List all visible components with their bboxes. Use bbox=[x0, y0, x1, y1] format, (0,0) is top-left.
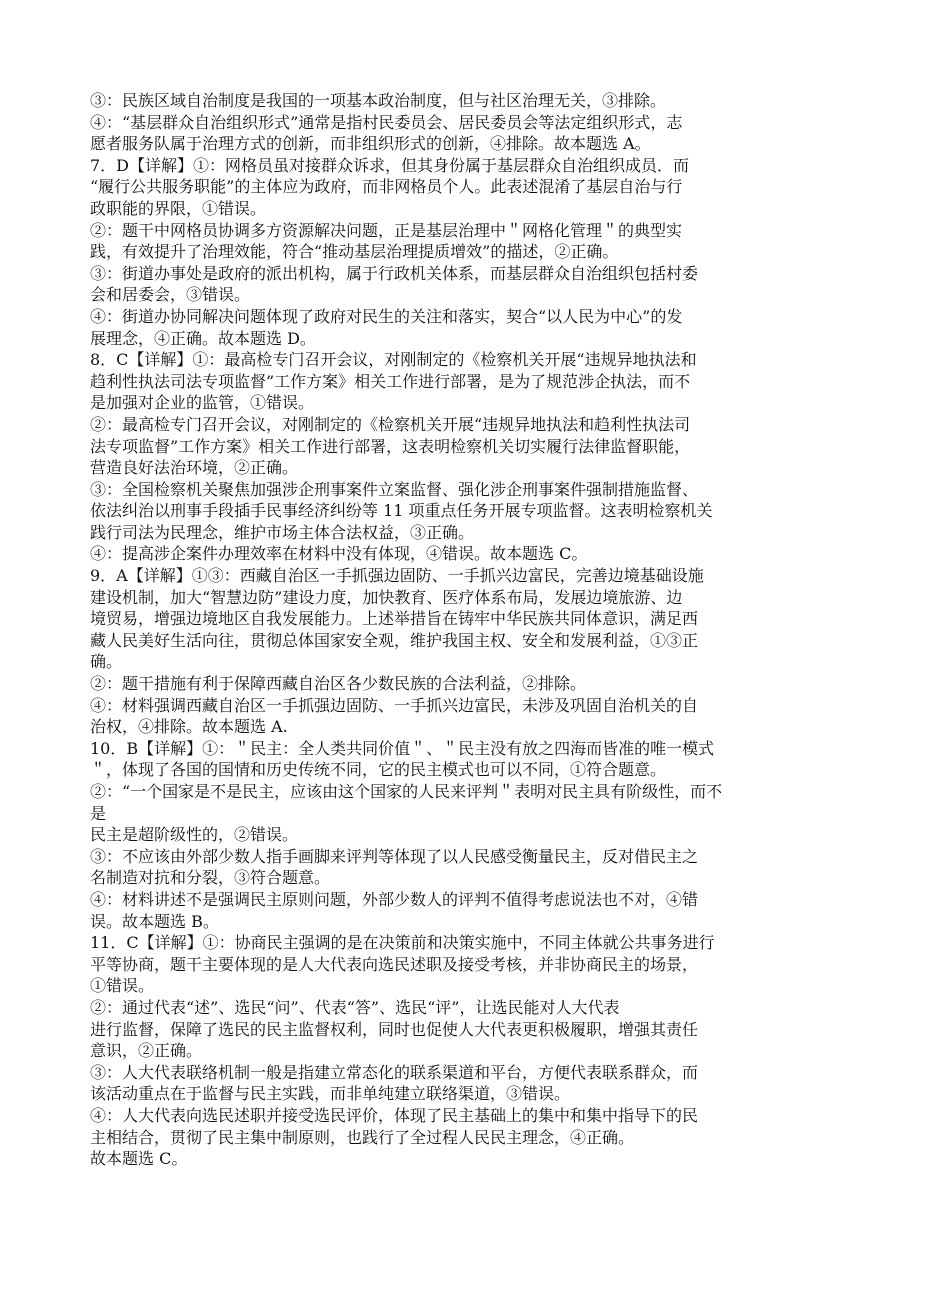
text-line: 营造良好法治环境，②正确。 bbox=[90, 458, 299, 478]
text-line: ③：民族区域自治制度是我国的一项基本政治制度，但与社区治理无关，③排除。 bbox=[90, 91, 667, 110]
text-line: ①错误。 bbox=[90, 976, 155, 996]
text-line: 该活动重点在于监督与民主实践，而非单纯建立联络渠道，③错误。 bbox=[90, 1084, 571, 1104]
text-line: ④：人大代表向选民述职并接受选民评价，体现了民主基础上的集中和集中指导下的民 bbox=[90, 1105, 699, 1125]
text-line: 践行司法为民理念，维护市场主体合法权益，③正确。 bbox=[90, 522, 475, 542]
text-line: 建设机制，加大“智慧边防”建设力度，加快教育、医疗体系布局，发展边境旅游、边 bbox=[90, 587, 683, 607]
text-line: 名制造对抗和分裂，③符合题意。 bbox=[90, 868, 331, 888]
text-line: 意识，②正确。 bbox=[90, 1041, 203, 1061]
text-line: 误。故本题选 B。 bbox=[90, 911, 219, 931]
text-line: ④：街道办协同解决问题体现了政府对民生的关注和落实，契合“以人民为中心”的发 bbox=[90, 306, 683, 326]
text-line: 11．C【详解】①：协商民主强调的是在决策前和决策实施中，不同主体就公共事务进行 bbox=[90, 933, 715, 953]
text-line: 治权，④排除。故本题选 A. bbox=[90, 717, 288, 737]
text-line: 平等协商，题干主要体现的是人大代表向选民述职及接受考核，并非协商民主的场景， bbox=[90, 954, 699, 974]
text-line: ②：题干措施有利于保障西藏自治区各少数民族的合法利益，②排除。 bbox=[90, 674, 587, 694]
text-line: “履行公共服务职能”的主体应为政府，而非网格员个人。此表述混淆了基层自治与行 bbox=[90, 177, 683, 197]
text-line: ＂，体现了各国的国情和历史传统不同，它的民主模式也可以不同，①符合题意。 bbox=[90, 760, 667, 780]
text-line: ②：最高检专门召开会议，对刚制定的《检察机关开展“违规异地执法和趋利性执法司 bbox=[90, 414, 691, 434]
text-line: ③：街道办事处是政府的派出机构，属于行政机关体系，而基层群众自治组织包括村委 bbox=[90, 263, 699, 283]
text-line: 法专项监督”工作方案》相关工作进行部署，这表明检察机关切实履行法律监督职能， bbox=[90, 436, 691, 456]
text-line: 确。 bbox=[90, 652, 123, 672]
text-line: 愿者服务队属于治理方式的创新，而非组织形式的创新，④排除。故本题选 A。 bbox=[90, 134, 651, 154]
text-line: 境贸易，增强边境地区自我发展能力。上述举措旨在铸牢中华民族共同体意识，满足西 bbox=[90, 609, 699, 629]
text-line: 9．A【详解】①③：西藏自治区一手抓强边固防、一手抓兴边富民，完善边境基础设施 bbox=[90, 566, 704, 586]
text-line: ④：材料强调西藏自治区一手抓强边固防、一手抓兴边富民，未涉及巩固自治机关的自 bbox=[90, 695, 699, 715]
text-line: ②：题干中网格员协调多方资源解决问题，正是基层治理中＂网格化管理＂的典型实 bbox=[90, 220, 683, 240]
text-line: 践，有效提升了治理效能，符合“推动基层治理提质增效”的描述，②正确。 bbox=[90, 242, 619, 262]
text-line: 政职能的界限，①错误。 bbox=[90, 198, 267, 218]
text-line: ②：通过代表“述”、选民“问”、代表“答”、选民“评”，让选民能对人大代表 bbox=[90, 997, 620, 1017]
text-line: ③：不应该由外部少数人指手画脚来评判等体现了以人民感受衡量民主，反对借民主之 bbox=[90, 846, 699, 866]
text-line: 故本题选 C。 bbox=[90, 1149, 188, 1169]
text-line: 10．B【详解】①：＂民主：全人类共同价值＂、＂民主没有放之四海而皆准的唯一模式 bbox=[90, 738, 715, 758]
text-line: ④：材料讲述不是强调民主原则问题，外部少数人的评判不值得考虑说法也不对，④错 bbox=[90, 889, 699, 909]
text-line: ③：全国检察机关聚焦加强涉企刑事案件立案监督、强化涉企刑事案件强制措施监督、 bbox=[90, 479, 699, 499]
text-line: 是加强对企业的监管，①错误。 bbox=[90, 393, 315, 413]
answer-explanation-text bbox=[90, 90, 870, 1191]
text-line: 是 bbox=[90, 803, 107, 823]
text-line: 主相结合，贯彻了民主集中制原则，也践行了全过程人民民主理念，④正确。 bbox=[90, 1127, 635, 1147]
text-line: 进行监督，保障了选民的民主监督权利，同时也促使人大代表更积极履职，增强其责任 bbox=[90, 1019, 699, 1039]
text-line: ②：“一个国家是不是民主，应该由这个国家的人民来评判＂表明对民主具有阶级性，而不 bbox=[90, 782, 723, 801]
text-line: 趋利性执法司法专项监督”工作方案》相关工作进行部署，是为了规范涉企执法，而不 bbox=[90, 371, 691, 391]
text-line: 依法纠治以刑事手段插手民事经济纠纷等 11 项重点任务开展专项监督。这表明检察机关 bbox=[90, 501, 713, 521]
text-line: ④：提高涉企案件办理效率在材料中没有体现，④错误。故本题选 C。 bbox=[90, 544, 588, 564]
text-line: ③：人大代表联络机制一般是指建立常态化的联系渠道和平台，方便代表联系群众，而 bbox=[90, 1062, 699, 1082]
text-line: 民主是超阶级性的，②错误。 bbox=[90, 825, 299, 845]
text-line: ④：“基层群众自治组织形式”通常是指村民委员会、居民委员会等法定组织形式，志 bbox=[90, 112, 683, 132]
text-line: 8．C【详解】①：最高检专门召开会议，对刚制定的《检察机关开展“违规异地执法和 bbox=[90, 350, 697, 370]
text-line: 7．D【详解】①：网格员虽对接群众诉求，但其身份属于基层群众自治组织成员．而 bbox=[90, 155, 690, 175]
text-line: 展理念，④正确。故本题选 D。 bbox=[90, 328, 316, 348]
text-line: 藏人民美好生活向往，贯彻总体国家安全观，维护我国主权、安全和发展利益，①③正 bbox=[90, 630, 699, 650]
text-line: 会和居委会，③错误。 bbox=[90, 285, 251, 305]
text-line bbox=[90, 1170, 870, 1192]
